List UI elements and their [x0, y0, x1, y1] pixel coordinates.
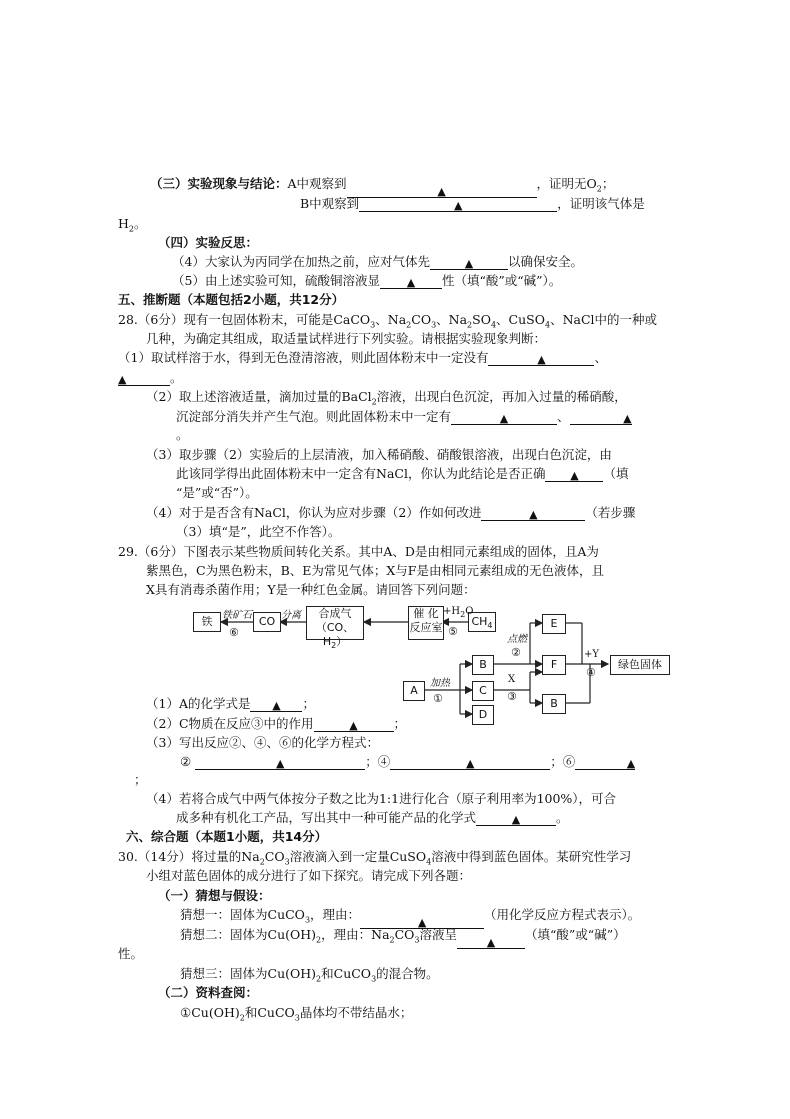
blank-29-2[interactable]: ▲ — [314, 717, 394, 732]
label-n4: ④ — [586, 666, 596, 679]
label-ore: 铁矿石 — [222, 610, 252, 621]
q29-a4b: 成多种有机化工产品，写出其中一种可能产品的化学式 ▲ 。 — [176, 810, 569, 826]
box-co: CO — [253, 612, 281, 632]
q29-line3: X具有消毒杀菌作用；Y是一种红色金属。请回答下列问题： — [146, 582, 476, 597]
box-C: C — [472, 681, 494, 701]
q28-s2c: 。 — [176, 427, 189, 442]
blank-3a[interactable]: ▲ — [347, 183, 537, 198]
q29-a4a: （4）若将合成气中两气体按分子数之比为1:1进行化合（原子利用率为100%），可合 — [146, 791, 617, 806]
blank-28-2a[interactable]: ▲ — [451, 410, 557, 425]
box-syngas: 合成气 （CO、$H_2$） — [306, 606, 364, 640]
q28-s1: （1）取试样溶于水，得到无色澄清溶液，则此固体粉末中一定没有 ▲ 、 — [118, 350, 607, 366]
label-ignite: 点燃 — [507, 634, 527, 645]
q30-line2: 小组对蓝色固体的成分进行了如下探究。请完成下列各题： — [146, 868, 472, 883]
sec3-line-a: （三）实验现象与结论：A中观察到 ▲ ，证明无$O_2$； — [150, 176, 615, 198]
blank-29-eq4[interactable]: ▲ — [390, 755, 550, 770]
label-heat: 加热 — [430, 678, 450, 689]
q28-s4a: （4）对于是否含有NaCl，你认为应对步骤（2）作如何改进 ▲ （若步骤 — [146, 505, 636, 521]
sec4-q5: （5）由上述实验可知，硫酸铜溶液显 ▲ 性（填“酸”或“碱”）。 — [172, 273, 562, 289]
q30-g2-tail: 性。 — [118, 946, 144, 961]
q29-a2: （2）C物质在反应③中的作用 ▲ ； — [146, 716, 407, 732]
label-h2o: $+H_2O$ — [443, 606, 474, 619]
blank-28-1b[interactable]: ▲ — [118, 371, 170, 386]
blank-28-1a[interactable]: ▲ — [488, 351, 594, 366]
blank-29-eq6[interactable]: ▲ — [575, 755, 635, 770]
q28-s4b: （3）填“是”，此空不作答）。 — [176, 524, 341, 539]
box-E: E — [542, 614, 566, 634]
q29-semi: ； — [134, 772, 147, 787]
sec3-line-b: B中观察到 ▲ ，证明该气体是 — [300, 196, 645, 212]
q29-line2: 紫黑色，C为黑色粉末，B、E为常见气体；X与F是由相同元素组成的无色液体，且 — [146, 563, 604, 578]
label-n6: ⑥ — [229, 626, 239, 639]
q30-g1: 猜想一：固体为CuCO$_3$，理由： ▲ （用化学反应方程式表示）。 — [180, 907, 641, 929]
box-D: D — [472, 705, 494, 725]
blank-30-g2[interactable]: ▲ — [457, 934, 525, 949]
q28-s2b: 沉淀部分消失并产生气泡。则此固体粉末中一定有 ▲ 、 ▲ — [176, 409, 632, 425]
blank-29-4[interactable]: ▲ — [476, 811, 556, 826]
sec4-heading: （四）实验反思： — [158, 235, 259, 250]
box-green-solid: 绿色固体 — [610, 655, 670, 675]
sec3-h2: $H_2$。 — [118, 216, 147, 234]
q30-g2: 猜想二：固体为$Cu(OH)_2$，理由：$Na_2CO_3$溶液呈 ▲ （填“酸”或“碱”） — [180, 927, 626, 949]
q28-s3c: “是”或“否”）。 — [176, 485, 258, 500]
blank-30-g1[interactable]: ▲ — [360, 914, 484, 929]
label-n5: ⑤ — [448, 625, 458, 638]
label-y: +Y — [584, 649, 599, 660]
q30-r1: $①Cu(OH)_2$和CuCO$_3$晶体均不带结晶水； — [180, 1005, 413, 1023]
blank-28-4[interactable]: ▲ — [481, 506, 585, 521]
part5-heading: 五、推断题（本题包括2小题，共12分） — [118, 292, 345, 307]
q28-s2a: （2）取上述溶液适量，滴加过量的BaCl$_2$溶液，出现白色沉淀，再加入过量的稀硝酸， — [146, 389, 627, 407]
label-x: X — [508, 674, 516, 685]
q28-s1b: ▲ 。 — [118, 370, 183, 386]
q29-a1: （1）A的化学式是 ▲ ； — [146, 696, 315, 712]
box-ch4: $CH_4$ — [468, 612, 496, 632]
q29-line1: 29.（6分）下图表示某些物质间转化关系。其中A、D是由相同元素组成的固体，且A为 — [118, 544, 599, 559]
q30-h2: （二）资料查阅： — [158, 985, 259, 1000]
label-sep: 分离 — [281, 610, 301, 621]
blank-3b[interactable]: ▲ — [359, 197, 557, 212]
part6-heading: 六、综合题（本题1小题，共14分） — [126, 829, 328, 844]
blank-4-5[interactable]: ▲ — [380, 274, 442, 289]
q30-h1: （一）猜想与假设： — [158, 888, 271, 903]
blank-29-1[interactable]: ▲ — [250, 697, 302, 712]
sec4-q4: （4）大家认为丙同学在加热之前，应对气体先 ▲ 以确保安全。 — [172, 254, 583, 270]
q28-s3a: （3）取步骤（2）实验后的上层清液，加入稀硝酸、硝酸银溶液，出现白色沉淀，由 — [146, 447, 612, 462]
q30-g3: 猜想三：固体为$Cu(OH)_2$和CuCO$_3$的混合物。 — [180, 966, 439, 984]
box-F: F — [542, 655, 566, 675]
label-n1: ① — [433, 692, 443, 705]
sec3-heading: （三）实验现象与结论： — [150, 176, 288, 191]
blank-28-2b[interactable]: ▲ — [570, 410, 632, 425]
label-n3: ③ — [507, 690, 517, 703]
box-A: A — [403, 681, 425, 701]
blank-29-eq2[interactable]: ▲ — [195, 755, 365, 770]
q30-line1: 30.（14分）将过量的$Na_2CO_3$溶液滴入到一定量CuSO$_4$溶液中得到蓝色固体。某研究性学习 — [118, 849, 632, 867]
q29-eq: ② ▲ ；④ ▲ ；⑥ ▲ — [180, 754, 636, 770]
blank-28-3[interactable]: ▲ — [545, 467, 603, 482]
box-reactor: 催 化 反应室 — [408, 606, 444, 640]
q29-a3: （3）写出反应②、④、⑥的化学方程式： — [146, 735, 379, 750]
q28-line1: 28.（6分）现有一包固体粉末，可能是CaCO$_3$、$Na_2CO_3$、$Na_2SO_4$、CuSO$_4$、NaCl中的一种或 — [118, 312, 658, 330]
box-iron: 铁 — [193, 612, 221, 632]
box-B: B — [472, 655, 494, 675]
label-n2: ② — [511, 646, 521, 659]
blank-4-4[interactable]: ▲ — [430, 255, 508, 270]
q28-line2: 几种，为确定其组成，取适量试样进行下列实验。请根据实验现象判断： — [146, 331, 547, 346]
box-B2: B — [542, 694, 566, 714]
q28-s3b: 此该同学得出此固体粉末中一定含有NaCl，你认为此结论是否正确 ▲ （填 — [176, 466, 629, 482]
